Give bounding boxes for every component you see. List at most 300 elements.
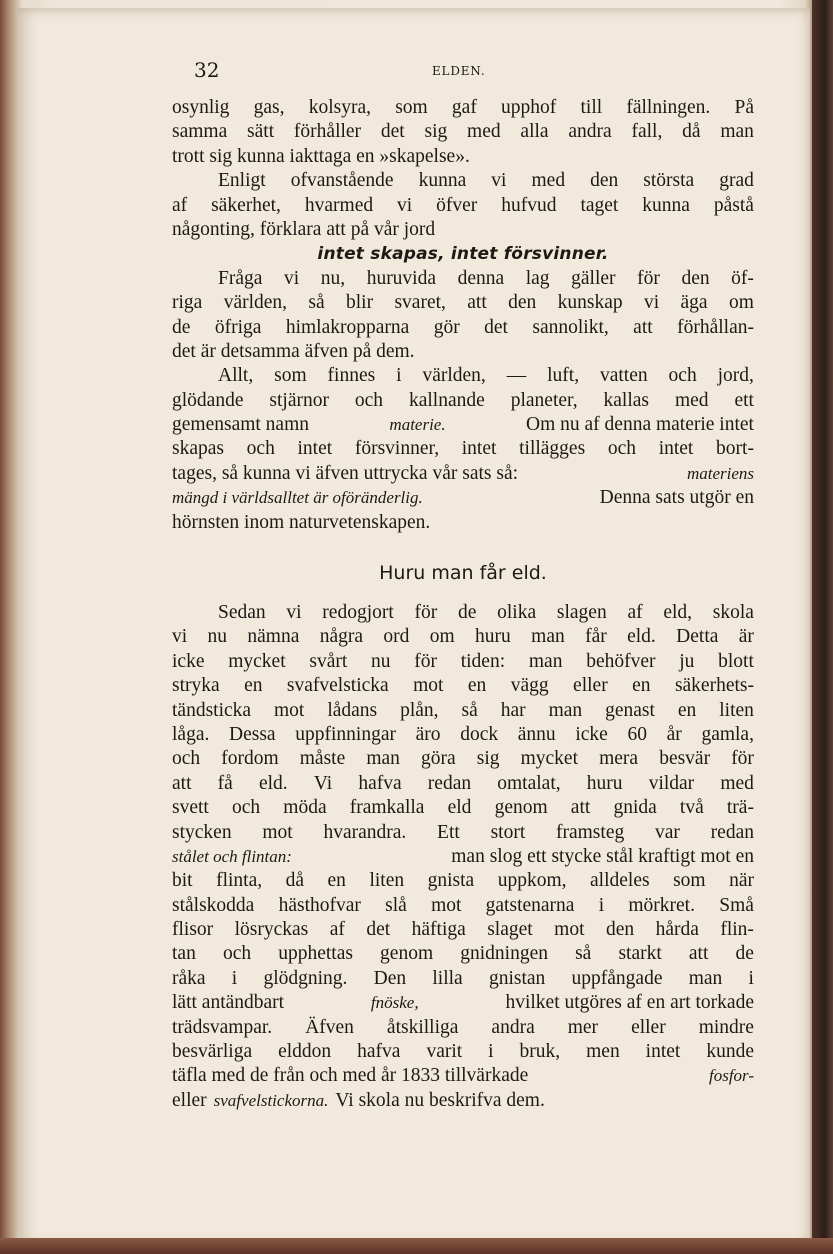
word: sig: [476, 748, 500, 770]
word: vildar: [648, 772, 695, 794]
word: eld.: [258, 772, 288, 794]
word: varit: [426, 1041, 463, 1063]
word: hvarandra.: [323, 821, 407, 843]
word: riga: [172, 292, 203, 314]
word: den: [681, 267, 710, 289]
word: det: [366, 919, 391, 941]
word: man: [548, 699, 583, 721]
word: liten: [719, 699, 754, 721]
text-run: lätt antändbart: [172, 992, 285, 1014]
word: så: [461, 699, 478, 721]
word: glödgning.: [263, 967, 348, 989]
word: blott: [718, 650, 754, 672]
word: i: [748, 967, 754, 989]
word: världen,: [422, 365, 486, 387]
word: några: [319, 626, 364, 648]
word: tändsticka: [172, 699, 252, 721]
word: få: [217, 772, 233, 794]
word: och: [668, 365, 697, 387]
word: med: [531, 170, 566, 192]
word: alldeles: [590, 870, 650, 892]
word: osynlig: [172, 97, 230, 118]
word: Allt,: [218, 365, 254, 387]
word: gnida: [613, 797, 657, 819]
word: kunskap: [557, 292, 623, 314]
word: icke: [575, 723, 608, 745]
word: tiden:: [460, 650, 506, 672]
word: luft,: [547, 365, 580, 387]
word: och: [172, 748, 201, 770]
word: och: [246, 438, 275, 460]
text-line: [172, 650, 754, 674]
word: taget: [580, 194, 619, 216]
text-line: [172, 821, 754, 845]
word: en: [327, 870, 346, 892]
word: förhåller: [293, 121, 362, 143]
body-text-bottom: [172, 601, 754, 1113]
word: plån,: [400, 699, 439, 721]
text-line: [172, 1064, 754, 1088]
word: lådans: [327, 699, 378, 721]
text-run: Denna sats utgör en: [599, 487, 754, 509]
word: alla: [520, 121, 549, 143]
word: skapas: [172, 438, 224, 460]
word: nu,: [320, 267, 346, 289]
text-line: [172, 601, 754, 625]
word: om: [728, 292, 754, 314]
word: att: [688, 943, 709, 965]
text-run: tages, så kunna vi äfven uttrycka vår sats så:: [172, 462, 519, 484]
word: upphof: [501, 97, 557, 118]
word: planeter,: [510, 389, 578, 411]
word: ord: [383, 626, 410, 648]
word: svett: [172, 797, 209, 819]
word: öfver: [436, 194, 478, 216]
word: en: [677, 699, 697, 721]
word: åtskilliga: [386, 1016, 459, 1038]
word: flisor: [172, 919, 214, 941]
text-line: [172, 1040, 754, 1064]
word: i: [598, 894, 605, 916]
word: i: [231, 967, 238, 989]
word: svaret,: [394, 292, 446, 314]
word: slagen: [556, 602, 607, 623]
text-run: hvilket utgöres af en art torkade: [505, 992, 754, 1014]
word: mot: [274, 699, 305, 721]
word: framkalla: [349, 797, 425, 819]
word: redan: [710, 821, 754, 843]
word: kunna: [418, 170, 467, 192]
word: hästhofvar: [278, 894, 361, 916]
italic-term: fnöske,: [370, 993, 419, 1013]
word: Ett: [437, 821, 460, 843]
word: och: [354, 389, 384, 411]
word: liten: [369, 870, 405, 892]
word: ofvanstående: [290, 170, 394, 192]
page-header: [176, 58, 750, 84]
word: mot: [554, 919, 585, 941]
word: intet: [297, 438, 333, 460]
word: mycket: [228, 650, 286, 672]
page-number: 32: [194, 58, 220, 82]
word: världen,: [223, 292, 288, 314]
word: den: [508, 292, 537, 314]
body-text-top: [172, 96, 754, 535]
word: Vi: [313, 772, 333, 794]
word: trädsvampar.: [172, 1016, 273, 1038]
word: lag: [525, 267, 550, 289]
italic-term: svafvelstickorna.: [213, 1090, 329, 1110]
word: som: [673, 870, 706, 892]
word: andra: [568, 121, 612, 143]
word: intet: [645, 1041, 681, 1063]
word: denna: [457, 267, 505, 289]
word: huru: [475, 626, 511, 648]
word: framsteg: [556, 821, 625, 843]
text-line: [172, 942, 754, 966]
word: Den: [373, 967, 407, 989]
word: och: [607, 438, 637, 460]
word: det: [380, 121, 405, 143]
text-line: det är detsamma äfven på dem.: [172, 340, 415, 362]
text-line: [172, 967, 754, 991]
word: —: [506, 365, 527, 387]
word: sig: [424, 121, 448, 143]
word: af: [172, 194, 188, 216]
text-line: [172, 723, 754, 747]
text-line: hörnsten inom naturvetenskapen.: [172, 511, 431, 533]
text-line: någonting, förklara att på vår jord: [172, 218, 436, 240]
word: hufvud: [501, 194, 557, 216]
word: att: [467, 292, 487, 314]
word: att: [570, 797, 591, 819]
word: säkerhet,: [211, 194, 281, 216]
word: man: [531, 626, 565, 648]
book-edge-right: [812, 0, 833, 1254]
word: vi: [397, 194, 413, 216]
word: ju: [679, 650, 695, 672]
word: möda: [283, 797, 327, 819]
word: trä-: [726, 797, 754, 819]
word: kunna: [642, 194, 690, 216]
text-line: [172, 169, 754, 193]
word: får: [585, 626, 607, 648]
word: göra: [421, 748, 456, 770]
text-run: gemensamt namn: [172, 414, 310, 436]
word: gäller: [571, 267, 616, 289]
word: flin-: [720, 919, 754, 941]
word: det: [484, 316, 508, 338]
word: men: [586, 1041, 620, 1063]
word: Detta: [676, 626, 719, 648]
word: af: [329, 919, 345, 941]
word: uppkom,: [497, 870, 567, 892]
text-line: [172, 267, 754, 291]
word: öf-: [731, 267, 754, 289]
text-line: [172, 316, 754, 340]
word: himlakropparna: [285, 316, 410, 338]
word: i: [396, 365, 402, 387]
word: Fråga: [218, 267, 263, 289]
word: glödande: [172, 389, 244, 411]
word: hafva: [357, 1041, 401, 1063]
word: vatten: [599, 365, 648, 387]
text-line: [172, 674, 754, 698]
word: vi: [286, 602, 302, 623]
text-line: [172, 413, 754, 437]
word: råka: [172, 967, 206, 989]
text-line: [172, 96, 754, 120]
word: mycket: [520, 748, 579, 770]
word: mot: [431, 894, 462, 916]
word: flinta,: [216, 870, 263, 892]
word: uppfångade: [571, 967, 663, 989]
word: gnidningen: [460, 943, 548, 965]
text-line: [172, 364, 754, 388]
text-line: [172, 625, 754, 649]
word: svårt: [309, 650, 348, 672]
word: om: [429, 626, 455, 648]
word: fall,: [631, 121, 663, 143]
word: sannolikt,: [532, 316, 609, 338]
word: äro: [415, 723, 441, 745]
word: eld,: [663, 602, 693, 623]
word: redan: [427, 772, 472, 794]
word: intet: [658, 438, 694, 460]
text-line: [172, 120, 754, 144]
word: tan: [172, 943, 196, 965]
text-line: [172, 845, 754, 869]
word: slaget: [487, 919, 533, 941]
text-line: [172, 437, 754, 461]
word: Dessa: [229, 723, 276, 745]
text-line: [172, 869, 754, 893]
word: icke: [172, 650, 205, 672]
word: eller: [573, 675, 608, 697]
word: uppfinningar: [295, 723, 396, 745]
word: mot: [413, 675, 444, 697]
word: vi: [172, 626, 188, 648]
word: häftiga: [411, 919, 466, 941]
word: för: [414, 650, 437, 672]
text-line: [172, 699, 754, 723]
word: besvär: [659, 748, 711, 770]
text-line: [172, 894, 754, 918]
word: låga.: [172, 723, 210, 745]
word: försvinner,: [354, 438, 440, 460]
word: är: [738, 626, 754, 648]
word: måste: [299, 748, 346, 770]
word: fällningen.: [626, 97, 711, 118]
word: grad: [719, 170, 754, 192]
word: Äfven: [305, 1016, 354, 1038]
word: omtalat,: [497, 772, 561, 794]
word: upphettas: [278, 943, 353, 965]
word: var: [655, 821, 680, 843]
emphasis-line: intet skapas, intet försvinner.: [317, 244, 609, 265]
word: en: [632, 675, 651, 697]
word: genast: [605, 699, 655, 721]
word: som: [274, 365, 307, 387]
word: blir: [346, 292, 374, 314]
word: öfriga: [214, 316, 262, 338]
word: så: [575, 943, 592, 965]
word: Enligt: [218, 170, 266, 192]
word: då: [285, 870, 305, 892]
word: och: [222, 943, 252, 965]
word: som: [395, 97, 428, 118]
text-run: Vi skola nu beskrifva dem.: [335, 1089, 545, 1111]
word: när: [729, 870, 754, 892]
word: för: [731, 748, 754, 770]
word: eld: [447, 797, 472, 819]
word: man: [688, 967, 723, 989]
italic-term: materiens: [686, 463, 754, 483]
word: den: [605, 919, 635, 941]
word: starkt: [618, 943, 662, 965]
word: genom: [380, 943, 434, 965]
word: finnes: [327, 365, 376, 387]
word: fordom: [221, 748, 279, 770]
word: sätt: [247, 121, 275, 143]
word: till: [580, 97, 603, 118]
word: ännu: [517, 723, 556, 745]
word: man: [720, 121, 754, 143]
word: vi: [644, 292, 660, 314]
word: gamla,: [701, 723, 754, 745]
word: gnista: [427, 870, 475, 892]
word: de: [458, 602, 477, 623]
word: stjärnor: [269, 389, 329, 411]
word: af: [627, 602, 643, 623]
word: jord,: [717, 365, 754, 387]
word: skola: [712, 602, 754, 623]
word: stort: [490, 821, 526, 843]
word: mera: [599, 748, 639, 770]
text-run: täfla med de från och med år 1833 tillvärkade: [172, 1065, 529, 1087]
word: svafvelsticka: [286, 675, 389, 697]
word: redogjort: [322, 602, 394, 623]
word: man: [366, 748, 400, 770]
word: största: [643, 170, 695, 192]
word: Små: [719, 894, 754, 916]
text-line: [172, 1089, 754, 1113]
word: man: [528, 650, 563, 672]
text-line: [172, 462, 754, 486]
text-line: [172, 796, 754, 820]
word: mer: [567, 1016, 599, 1038]
word: gör: [433, 316, 460, 338]
text-line: [172, 1016, 754, 1040]
word: dock: [460, 723, 499, 745]
word: kunde: [706, 1041, 754, 1063]
word: elddon: [278, 1041, 332, 1063]
word: med: [720, 772, 754, 794]
word: hvarmed: [304, 194, 374, 216]
word: säkerhets-: [674, 675, 754, 697]
word: påstå: [713, 194, 754, 216]
word: intet: [461, 438, 497, 460]
word: olika: [497, 602, 537, 623]
word: ett: [734, 389, 754, 411]
word: hårda: [655, 919, 699, 941]
word: kolsyra,: [308, 97, 371, 118]
word: för: [414, 602, 438, 623]
word: gnistan: [488, 967, 546, 989]
word: kallnande: [408, 389, 485, 411]
section-heading: Huru man får eld.: [379, 562, 547, 584]
text-line: [172, 291, 754, 315]
text-line: [172, 747, 754, 771]
text-line: [172, 991, 754, 1015]
word: de: [735, 943, 754, 965]
word: nämna: [247, 626, 300, 648]
word: äga: [680, 292, 708, 314]
word: med: [674, 389, 709, 411]
word: i: [488, 1041, 494, 1063]
text-line: [172, 389, 754, 413]
text-run: eller: [172, 1089, 207, 1111]
word: eller: [631, 1016, 666, 1038]
word: vi: [491, 170, 507, 192]
word: besvärliga: [172, 1041, 253, 1063]
running-title: ELDEN.: [432, 64, 486, 78]
word: mindre: [698, 1016, 754, 1038]
text-run: man slog ett stycke stål kraftigt mot en: [451, 845, 754, 867]
word: vägg: [510, 675, 549, 697]
word: en: [467, 675, 487, 697]
word: huru: [586, 772, 623, 794]
text-run: Om nu af denna materie intet: [526, 414, 754, 436]
text-line: [172, 918, 754, 942]
word: tillägges: [519, 438, 586, 460]
word: samma: [172, 121, 228, 143]
word: att: [172, 772, 192, 794]
word: nu: [371, 650, 391, 672]
book-edge-bottom: [0, 1238, 833, 1254]
word: kallas: [603, 389, 650, 411]
word: förhållan-: [677, 316, 754, 338]
italic-term: fosfor-: [709, 1066, 754, 1086]
word: år: [666, 723, 682, 745]
word: att: [633, 316, 653, 338]
word: så: [308, 292, 325, 314]
word: den: [590, 170, 619, 192]
text-line: [172, 772, 754, 796]
text-line: trott sig kunna iakttaga en »skapelse».: [172, 145, 470, 167]
word: en: [244, 675, 263, 697]
text-line: [172, 486, 754, 510]
word: för: [637, 267, 660, 289]
word: slå: [385, 894, 407, 916]
word: andra: [491, 1016, 535, 1038]
italic-term: materie.: [389, 415, 446, 435]
word: lösryckas: [234, 919, 309, 941]
word: gatstenarna: [485, 894, 575, 916]
word: stålskodda: [172, 894, 255, 916]
word: stryka: [172, 675, 220, 697]
word: då: [682, 121, 701, 143]
word: 60: [627, 723, 647, 745]
italic-term: stålet och flintan:: [172, 846, 292, 866]
word: gaf: [451, 97, 477, 118]
word: Sedan: [218, 602, 266, 623]
word: På: [734, 97, 754, 118]
word: hafva: [358, 772, 402, 794]
word: bit: [172, 870, 193, 892]
word: eld.: [627, 626, 656, 648]
word: bruk,: [519, 1041, 561, 1063]
